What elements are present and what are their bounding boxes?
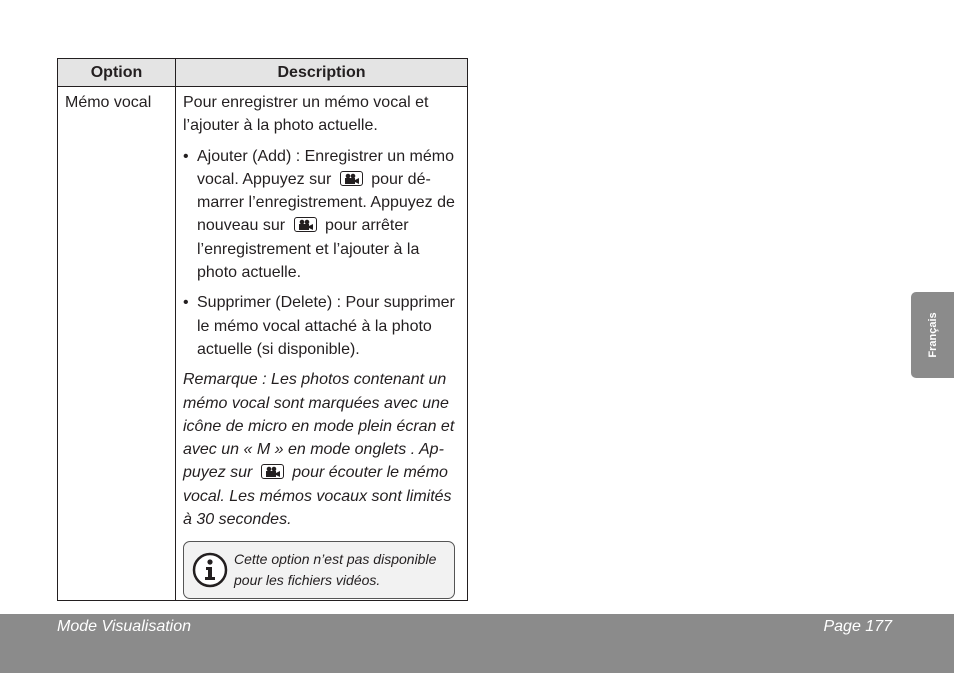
language-tab-label: Français xyxy=(926,312,939,358)
description-intro: Pour enregistrer un mémo vocal et l’ajouter à la photo actuelle. xyxy=(183,94,429,135)
options-table xyxy=(57,58,468,601)
movie-button-icon xyxy=(261,464,284,479)
bullet-delete xyxy=(183,291,463,361)
remark-text-1: Remarque : Les photos contenant un mémo vocal sont marquées avec une icône de micro en mode plein écran et avec un « M » en mode onglets . Ap-puyez sur xyxy=(183,371,455,482)
info-note-text: Cette option n’est pas disponible pour les fichiers vidéos. xyxy=(234,551,437,589)
info-icon xyxy=(192,552,228,595)
header-option: Option xyxy=(90,64,143,81)
remark-text-2: pour écouter le mémo vocal. Les mémos vocaux sont limités à 30 secondes. xyxy=(183,464,452,529)
remark-text xyxy=(183,368,463,531)
description-cell xyxy=(183,91,463,599)
movie-button-icon xyxy=(340,171,363,186)
bullet-delete-text: Supprimer (Delete) : Pour supprimer le mémo vocal attaché à la photo actuelle (si disponible). xyxy=(197,294,455,358)
bullet-dot: • xyxy=(183,294,189,312)
bullet-add xyxy=(183,145,463,285)
page-footer xyxy=(0,614,954,673)
option-name: Mémo vocal xyxy=(65,94,152,111)
bullet-dot: • xyxy=(183,147,189,165)
language-tab xyxy=(911,292,954,378)
info-note-box xyxy=(183,541,455,599)
bullet-add-text-1: Ajouter (Add) : Enregistrer un mémo vocal. Appuyez sur xyxy=(197,147,454,188)
bullet-add-text-3: pour arrêter l’enregistrement et l’ajouter à la photo actuelle. xyxy=(197,217,420,282)
column-divider xyxy=(175,59,176,600)
footer-section: Mode Visualisation xyxy=(57,618,192,635)
header-description: Description xyxy=(277,64,366,81)
footer-page-number: Page 177 xyxy=(823,618,892,635)
table-header-row xyxy=(58,59,467,87)
movie-button-icon xyxy=(294,217,317,232)
bullet-add-text-2: pour dé-marrer l’enregistrement. Appuyez de nouveau sur xyxy=(197,170,455,235)
